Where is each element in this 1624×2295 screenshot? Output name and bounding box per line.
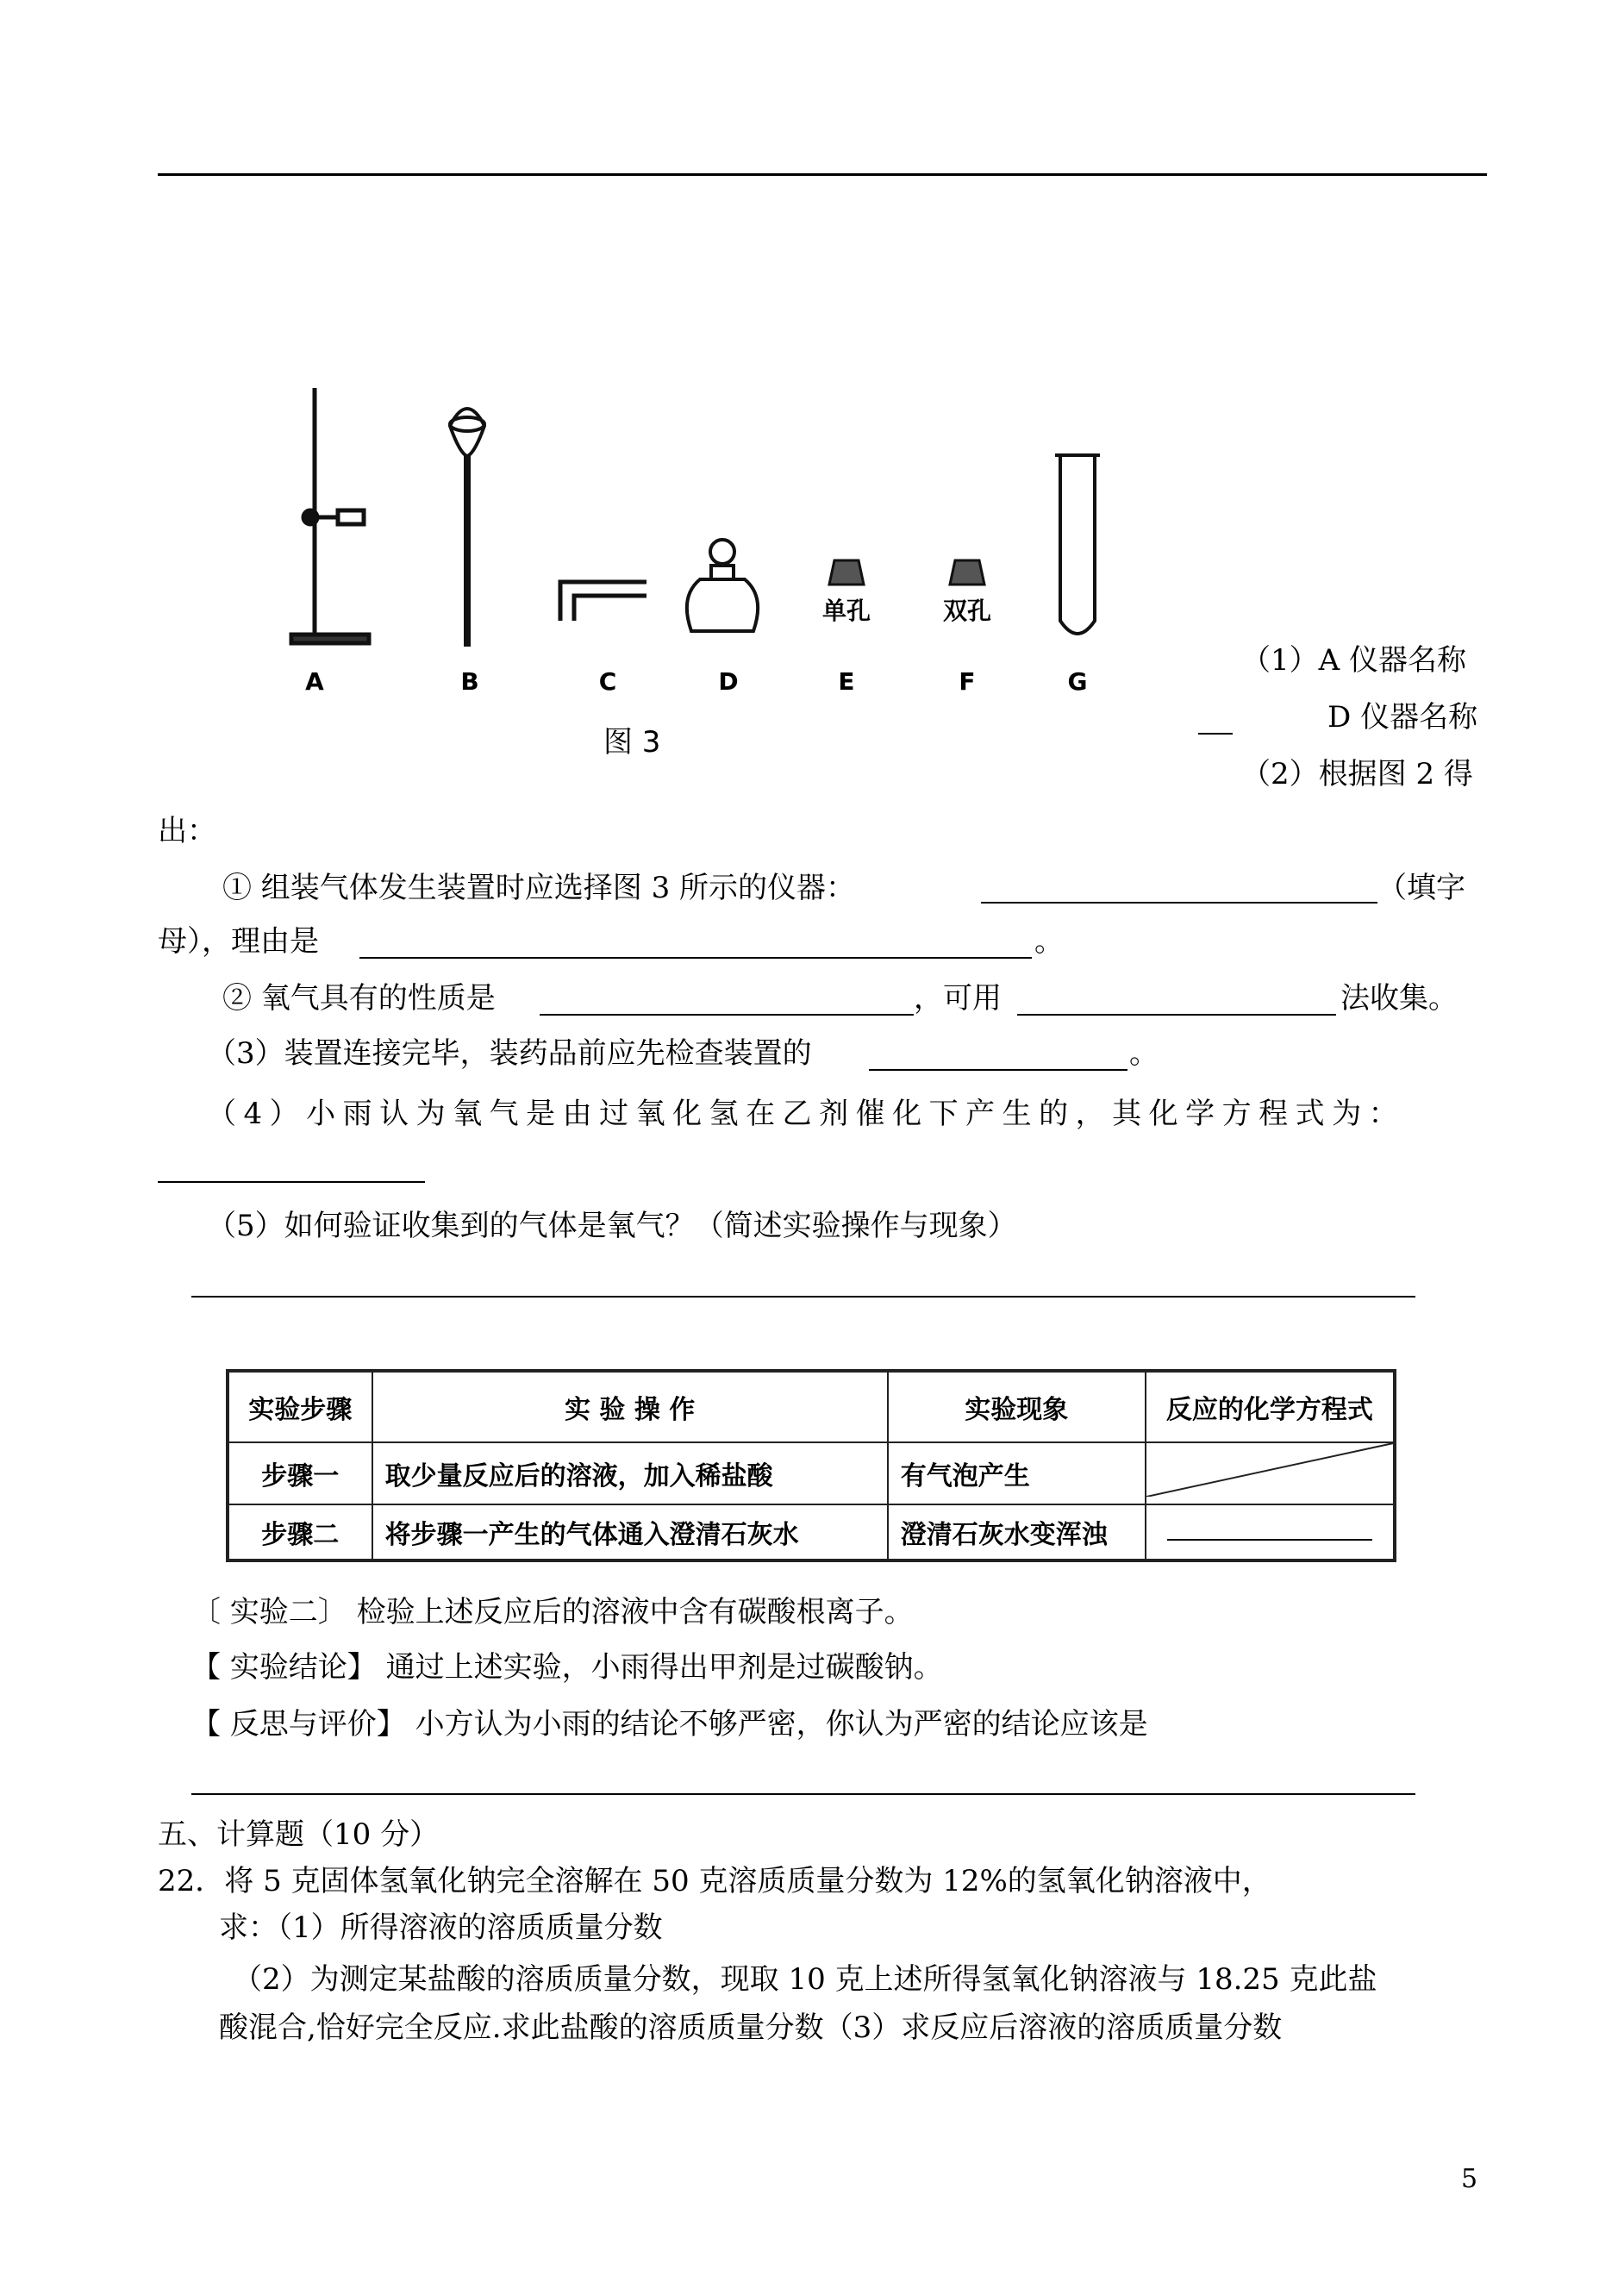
q3-text: （3）装置连接完毕，装药品前应先检查装置的 [207, 1036, 812, 1071]
experiment-table [226, 1369, 1396, 1562]
q3-end: 。 [1129, 1036, 1159, 1071]
q22-2-text: （2）为测定某盐酸的溶质质量分数，现取 10 克上述所得氢氧化钠溶液与 18.25 克此盐 [233, 1962, 1377, 1997]
q22-3-text: 酸混合,恰好完全反应.求此盐酸的溶质质量分数（3）求反应后溶液的溶质质量分数 [219, 2010, 1283, 2045]
chu-text: 出： [158, 814, 216, 848]
label-f: F [959, 667, 976, 696]
table-row [228, 1504, 1395, 1560]
table-cell: 取少量反应后的溶液，加入稀盐酸 [372, 1442, 888, 1504]
label-c: C [598, 667, 617, 696]
q4-text: （4）小雨认为氧气是由过氧化氢在乙剂催化下产生的，其化学方程式为： [207, 1097, 1406, 1131]
q22-1-text: 求：（1）所得溶液的溶质质量分数 [219, 1910, 663, 1945]
label-e: E [838, 667, 855, 696]
funnel-drawing [450, 409, 484, 645]
s2-blank-1 [540, 1014, 914, 1016]
label-single-hole: 单孔 [821, 597, 871, 625]
header-rule [158, 173, 1487, 176]
table-cell: 澄清石灰水变浑浊 [888, 1504, 1146, 1560]
s2-blank-2 [1017, 1014, 1336, 1016]
alcohol-lamp-drawing [687, 540, 758, 631]
calc-heading: 五、计算题（10 分） [158, 1817, 440, 1852]
apparatus-figure [259, 362, 1121, 776]
diagonal-slash [1146, 1443, 1393, 1497]
s2-mid: ，可用 [914, 981, 1002, 1016]
s1-reason-blank [359, 957, 1032, 959]
label-g: G [1067, 667, 1088, 696]
s1-text: ① 组装气体发生装置时应选择图 3 所示的仪器： [222, 871, 856, 905]
test-tube-drawing [1055, 455, 1100, 634]
label-a: A [305, 667, 324, 696]
table-header-cell: 实验步骤 [228, 1371, 372, 1442]
equation-blank [1167, 1539, 1372, 1541]
table-cell: 步骤二 [228, 1504, 372, 1560]
label-double-hole: 双孔 [942, 597, 992, 625]
s1-blank [981, 902, 1377, 904]
q5-text: （5）如何验证收集到的气体是氧气？（简述实验操作与现象） [207, 1209, 1017, 1243]
q4-blank [158, 1181, 425, 1183]
table-cell-blank [1146, 1504, 1395, 1560]
figure-caption: 图 3 [603, 725, 661, 760]
page-number: 5 [1461, 2164, 1478, 2194]
table-row [228, 1442, 1395, 1504]
q1b-text: D 仪器名称 [1327, 700, 1478, 735]
s2-end: 法收集。 [1340, 981, 1458, 1016]
s1-tail: （填字 [1377, 871, 1465, 905]
s1-end: 。 [1034, 924, 1064, 959]
stopper-single-drawing [829, 560, 864, 585]
table-header-cell: 实验现象 [888, 1371, 1146, 1442]
q1-text: （1）A 仪器名称 [1241, 643, 1466, 678]
stopper-double-drawing [950, 560, 984, 585]
reflect-text: 【 反思与评价】 小方认为小雨的结论不够严密，你认为严密的结论应该是 [191, 1707, 1148, 1742]
q5-blank [191, 1296, 1415, 1298]
exp2-text: 〔 实验二〕 检验上述反应后的溶液中含有碳酸根离子。 [191, 1595, 914, 1629]
iron-stand-drawing [291, 388, 369, 643]
q22-text: 22．将 5 克固体氢氧化钠完全溶解在 50 克溶质质量分数为 12%的氢氧化钠溶液中， [158, 1864, 1271, 1898]
bent-tube-drawing [560, 582, 646, 621]
q3-blank [869, 1069, 1127, 1071]
table-header-cell: 实 验 操 作 [372, 1371, 888, 1442]
table-cell: 步骤一 [228, 1442, 372, 1504]
table-header-cell: 反应的化学方程式 [1146, 1371, 1395, 1442]
q1-blank [1198, 733, 1233, 735]
label-d: D [718, 667, 739, 696]
table-cell-slashed [1146, 1442, 1395, 1504]
s1-reason: 母），理由是 [158, 924, 319, 959]
label-b: B [460, 667, 479, 696]
table-cell: 有气泡产生 [888, 1442, 1146, 1504]
q2-text: （2）根据图 2 得 [1241, 757, 1473, 791]
s2-text: ② 氧气具有的性质是 [222, 981, 496, 1016]
conclusion-text: 【 实验结论】 通过上述实验，小雨得出甲剂是过碳酸钠。 [191, 1650, 943, 1685]
table-header-row [228, 1371, 1395, 1442]
table-cell: 将步骤一产生的气体通入澄清石灰水 [372, 1504, 888, 1560]
reflect-blank [191, 1793, 1415, 1795]
